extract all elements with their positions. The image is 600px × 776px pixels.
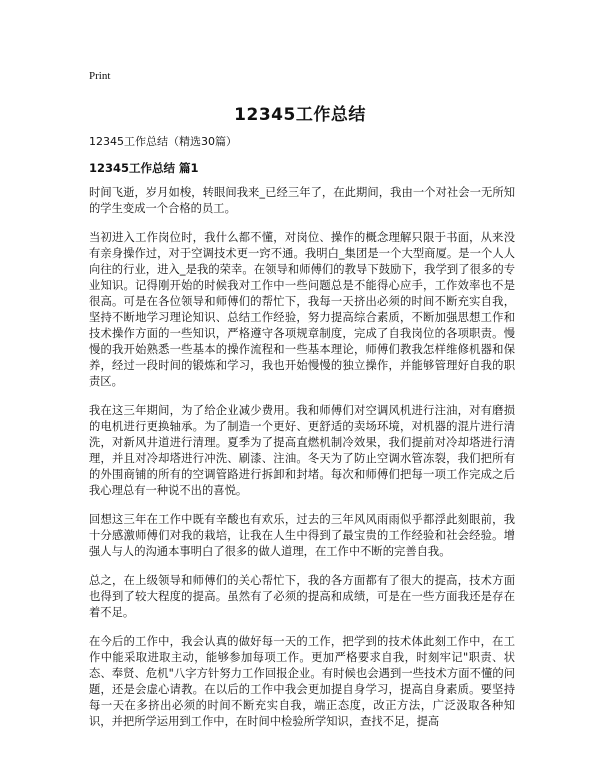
paragraph-5: 总之，在上级领导和师傅们的关心帮忙下，我的各方面都有了很大的提高，技术方面也得到了较大程度的提高。虽然有了必须的提高和成绩，可是在一些方面我还是存在着不足。 [89,574,515,619]
paragraph-6: 在今后的工作中，我会认真的做好每一天的工作，把学到的技术体此刻工作中，在工作中能采取进取主动，能够参加每项工作。更加严格要求自我，时刻牢记"职责、状态、奉贤、危机"八字方针努力工作回报企业。有时候也会遇到一些技术方面不懂的问题，还是会虚心请教。在以后的工作中我会更加提自身学习，提高自身素质。要坚持每一天在多挤出必须的时间不断充实自我，端正态度，改正方法，广泛汲取各种知识，并把所学运用到工作中，在时间中检验所学知识，查找不足，提高 [89,635,515,728]
document-subtitle: 12345工作总结（精选30篇） [89,135,237,148]
document-title: 12345工作总结 [234,105,366,125]
paragraph-1: 时间飞逝，岁月如梭，转眼间我来_已经三年了，在此期间，我由一个对社会一无所知的学生变成一个合格的员工。 [89,186,515,215]
paragraph-2: 当初进入工作岗位时，我什么都不懂，对岗位、操作的概念理解只限于书面，从来没有亲身操作过，对于空调技术更一窍不通。我明白_集团是一个大型商厦。是一个人人向往的行业，进入_是我的荣幸。在领导和师傅们的教导下鼓励下，我学到了很多的专业知识。记得刚开始的时候我对工作中一些问题总是不能得心应手，工作效率也不是很高。可是在各位领导和师傅们的帮忙下，我每一天挤出必须的时间不断充实自我，坚持不断地学习理论知识、总结工作经验，努力提高综合素质，不断加强思想工作和技术操作方面的一些知识，严格遵守各项规章制度，完成了自我岗位的各项职责。慢慢的我开始熟悉一些基本的操作流程和一些基本理论，师傅们教我怎样维修机器和保养，经过一段时间的锻炼和学习，我也开始慢慢的独立操作，并能够管理好自我的职责区。 [89,231,515,388]
section-heading: 12345工作总结 篇1 [89,161,199,175]
paragraph-4: 回想这三年在工作中既有辛酸也有欢乐，过去的三年风风雨雨似乎都浮此刻眼前，我十分感激师傅们对我的栽培，让我在人生中得到了最宝贵的工作经验和社会经验。增强人与人的沟通本事明白了很多的做人道理，在工作中不断的完善自我。 [89,513,515,558]
paragraph-3: 我在这三年期间，为了给企业减少费用。我和师傅们对空调风机进行注油，对有磨损的电机进行更换轴承。为了制造一个更好、更舒适的卖场环境，对机器的混片进行清洗，对新风井道进行清理。夏季为了提高直燃机制冷效果，我们提前对冷却塔进行清理，并且对冷却塔进行冲洗、刷漆、注油。冬天为了防止空调水管冻裂，我们把所有的外围商铺的所有的空调管路进行拆卸和封堵。每次和师傅们把每一项工作完成之后我心理总有一种说不出的喜悦。 [89,404,515,497]
print-link[interactable]: Print [89,70,111,82]
document-body [89,185,515,743]
